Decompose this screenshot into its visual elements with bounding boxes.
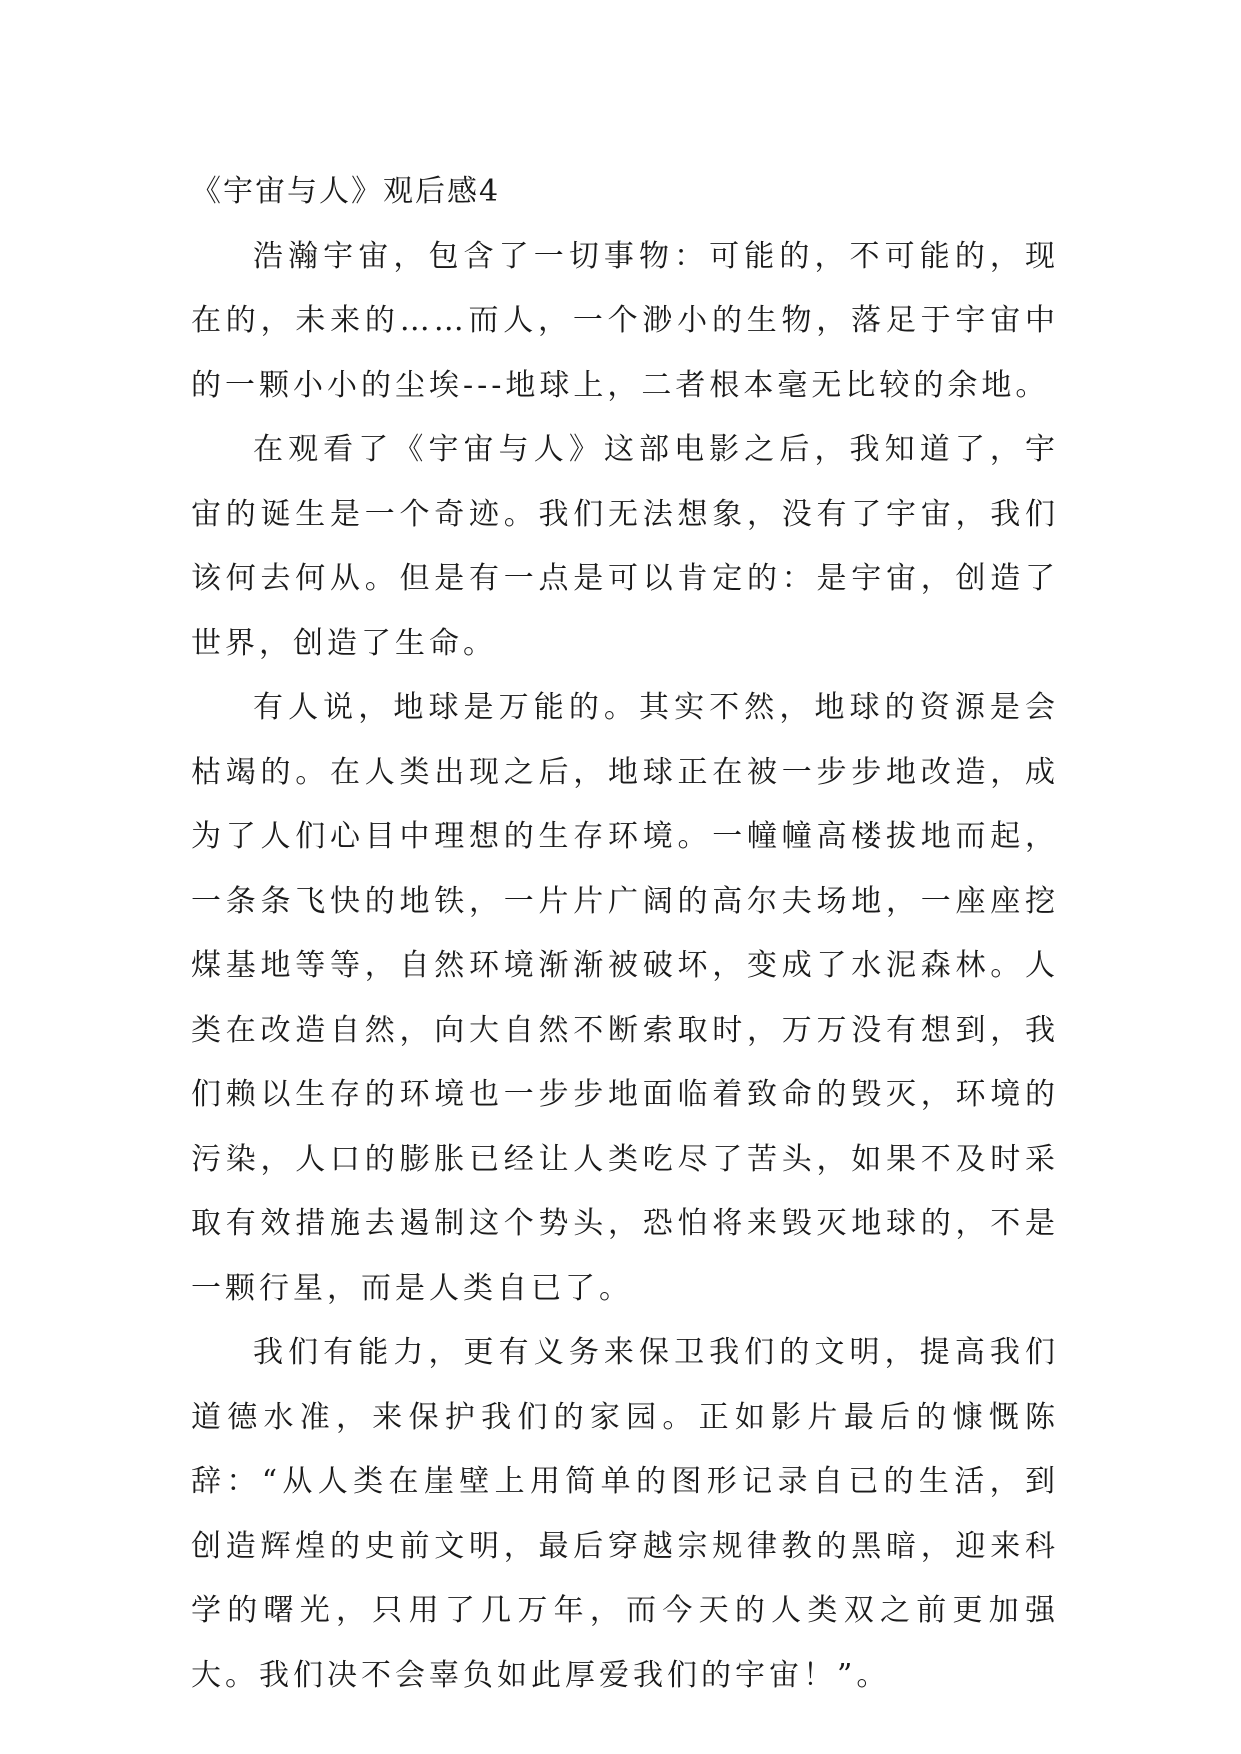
paragraph-3: 有人说，地球是万能的。其实不然，地球的资源是会枯竭的。在人类出现之后，地球正在被一步步地改造，成为了人们心目中理想的生存环境。一幢幢高楼拔地而起，一条条飞快的地铁，一片片广阔的高尔夫场地，一座座挖煤基地等等，自然环境渐渐被破坏，变成了水泥森林。人类在改造自然，向大自然不断索取时，万万没有想到，我们赖以生存的环境也一步步地面临着致命的毁灭，环境的污染，人口的膨胀已经让人类吃尽了苦头，如果不及时采取有效措施去遏制这个势头，恐怕将来毁灭地球的，不是一颗行星，而是人类自已了。	[191, 690, 1059, 1306]
paragraph-1: 浩瀚宇宙，包含了一切事物：可能的，不可能的，现在的，未来的……而人，一个渺小的生物，落足于宇宙中的一颗小小的尘埃---地球上，二者根本毫无比较的余地。	[191, 238, 1059, 403]
document-title: 《宇宙与人》观后感4	[191, 174, 501, 209]
document-body	[191, 160, 1059, 1708]
paragraph-4: 我们有能力，更有义务来保卫我们的文明，提高我们道德水准，来保护我们的家园。正如影片最后的慷慨陈辞：“从人类在崖壁上用简单的图形记录自已的生活，到创造辉煌的史前文明，最后穿越宗规律教的黑暗，迎来科学的曙光，只用了几万年，而今天的人类双之前更加强大。我们决不会辜负如此厚爱我们的宇宙！”。	[191, 1335, 1059, 1693]
paragraph-2: 在观看了《宇宙与人》这部电影之后，我知道了，宇宙的诞生是一个奇迹。我们无法想象，没有了宇宙，我们该何去何从。但是有一点是可以肯定的：是宇宙，创造了世界，创造了生命。	[191, 432, 1059, 661]
